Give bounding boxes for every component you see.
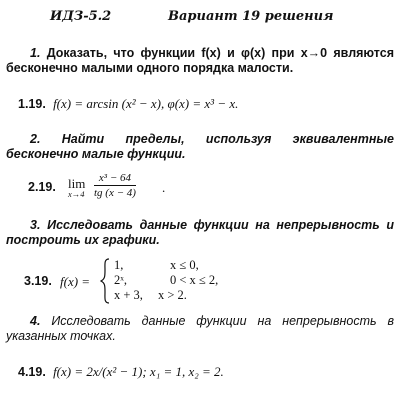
left-brace-icon xyxy=(100,258,110,304)
case-1-expr: 1, xyxy=(114,258,124,272)
case-2-expr: 2ˣ, xyxy=(114,273,127,287)
variant-4-number: 4.19. xyxy=(18,365,46,379)
fraction-bar xyxy=(94,185,136,186)
variant-4 xyxy=(18,364,400,380)
task-3 xyxy=(6,218,394,248)
limit-operator xyxy=(68,176,85,199)
piecewise-lhs: f(x) = xyxy=(60,274,91,289)
variant-3-number: 3.19. xyxy=(24,274,52,288)
case-1-cond: x ≤ 0, xyxy=(170,258,199,272)
variant-4-formula: f(x) = 2x/(x² − 1); x₁ = 1, x₂ = 2. xyxy=(53,364,224,379)
task-4-text: Исследовать данные функции на непрерывность в указанных точках. xyxy=(6,314,394,343)
task-4 xyxy=(6,314,394,344)
header-left: ИДЗ-5.2 xyxy=(50,9,112,24)
fraction-denominator: tg (x − 4) xyxy=(94,187,136,199)
case-3-cond: x > 2. xyxy=(158,288,187,302)
task-3-text: Исследовать данные функции на непрерывность и построить их графики. xyxy=(6,218,394,247)
case-2-cond: 0 < x ≤ 2, xyxy=(170,273,219,287)
limit-word: lim xyxy=(68,176,86,191)
task-2-number: 2. xyxy=(30,132,41,146)
header-right: Вариант 19 решения xyxy=(168,9,334,24)
variant-2-number: 2.19. xyxy=(28,180,56,194)
task-3-number: 3. xyxy=(30,218,41,232)
page-header xyxy=(0,9,400,27)
variant-1-formula: f(x) = arcsin (x² − x), φ(x) = x³ − x. xyxy=(53,96,239,111)
task-1-text: Доказать, что функции f(x) и φ(x) при x→0 являются бесконечно малыми одного порядка малости. xyxy=(6,46,395,75)
fraction-numerator: x³ − 64 xyxy=(98,172,132,184)
limit-fraction xyxy=(94,172,136,199)
limit-subscript: x→4 xyxy=(68,189,85,199)
variant-1 xyxy=(18,96,400,112)
task-2 xyxy=(6,132,394,162)
task-4-number: 4. xyxy=(30,314,41,328)
task-2-text: Найти пределы, используя эквивалентные бесконечно малые функции. xyxy=(6,132,394,161)
variant-1-number: 1.19. xyxy=(18,97,46,111)
case-3-expr: x + 3, xyxy=(114,288,143,302)
task-1 xyxy=(6,46,394,76)
limit-end: . xyxy=(162,180,166,195)
task-1-number: 1. xyxy=(30,46,41,60)
